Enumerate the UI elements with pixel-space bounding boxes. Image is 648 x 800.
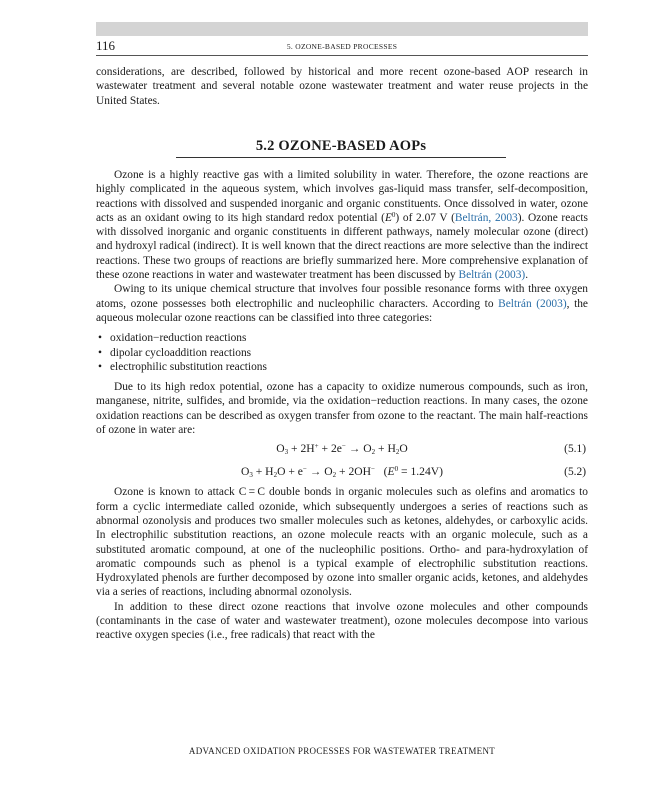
section-body [96, 168, 588, 643]
equation-5-1 [96, 439, 588, 460]
page-body [96, 65, 588, 108]
equation-number: (5.1) [564, 443, 586, 456]
page-footer: ADVANCED OXIDATION PROCESSES FOR WASTEWATER TREATMENT [188, 746, 496, 756]
equation-expression: $O_3 + H_2O + e^- \to O_2 + 2OH^-$ $(E^0 = 1.24V)$ [240, 465, 444, 480]
list-item: • electrophilic substitution reactions [96, 360, 588, 374]
header-rule [96, 55, 588, 56]
intro-paragraph: considerations, are described, followed by historical and more recent ozone-based AOP research in wastewater treatment and several notable ozone wastewater treatment and water reuse projects in the United States. [96, 66, 588, 107]
equation-expression: $O_3 + 2H^+ + 2e^- \to O_2 + H_2O$ [276, 442, 408, 457]
paragraph-ozone-attack: Ozone is known to attack C = C double bonds in organic molecules such as olefins and aromatics to form a cyclic intermediate called ozonide, which subsequently undergoes a series of reactions such as abnormal ozonolysis and produces two smaller molecules such as ketones, aldehydes, or carboxylic acids. In electrophilic substitution reactions, an ozone molecule reacts with an organic molecule, such as a substituted aromatic compound, at one of the nucleophilic positions. Ortho- and para-hydroxylation of aromatic compounds such as phenol is a typical example of electrophilic substitution reactions. Hydroxylated phenols are further decomposed by ozone into smaller organic acids, ketones, and aldehydes via a series of reactions, including abnormal ozonolysis. [96, 486, 588, 599]
list-item: • oxidation−reduction reactions [96, 331, 588, 345]
section-heading: 5.2 OZONE-BASED AOPs [255, 138, 427, 154]
equation-number: (5.2) [564, 466, 586, 479]
citation-link[interactable]: Beltrán (2003) [458, 269, 526, 282]
running-title: 5. OZONE-BASED PROCESSES [286, 42, 398, 51]
list-item: • dipolar cycloaddition reactions [96, 346, 588, 360]
citation-link[interactable]: Beltrán (2003) [498, 297, 567, 310]
header-bar [96, 22, 588, 36]
reaction-categories-list [96, 331, 588, 374]
page-number: 116 [96, 38, 116, 53]
citation-link[interactable]: Beltrán, 2003 [454, 211, 518, 224]
paragraph-decomposition: In addition to these direct ozone reactions that involve ozone molecules and other compounds (contaminants in the case of water and wastewater treatment), ozone molecules decompose into various reactive oxygen species (i.e., free radicals) that react with the [96, 600, 588, 642]
equation-5-2 [96, 462, 588, 483]
paragraph-ozone-intro: Ozone is a highly reactive gas with a limited solubility in water. Therefore, the ozone reactions are highly complicated in the aqueous system, which involves gas-liquid mass transfer, self-decomposition, reactions with dissolved and suspended inorganic and organic constituents. Once dissolved in water, ozone acts as an oxidant owing to its high standard redox potential $(E^0)$ of 2.07 V (Beltrán, 2003). Ozone reacts with dissolved inorganic and organic constituents in different pathways, namely molecular ozone (direct) and hydroxyl radical (indirect). It is well known that the direct reactions are more selective than the indirect reactions. These two groups of reactions are briefly summarized here. More comprehensive explanation of these ozone reactions in water and wastewater treatment has been discussed by Beltrán (2003). [96, 169, 588, 282]
paragraph-resonance: Owing to its unique chemical structure that involves four possible resonance forms with three oxygen atoms, ozone possesses both electrophilic and nucleophilic characters. According to Beltrán (2003), the aqueous molecular ozone reactions can be classified into three categories: [96, 283, 588, 324]
section-rule [176, 157, 506, 158]
paragraph-redox: Due to its high redox potential, ozone has a capacity to oxidize numerous compounds, such as iron, manganese, nitrite, sulfides, and bromide, via the oxidation−reduction reactions. In many cases, the ozone oxidation reactions can be described as oxygen transfer from ozone to the reactant. The main half-reactions of ozone in water are: [96, 381, 588, 437]
